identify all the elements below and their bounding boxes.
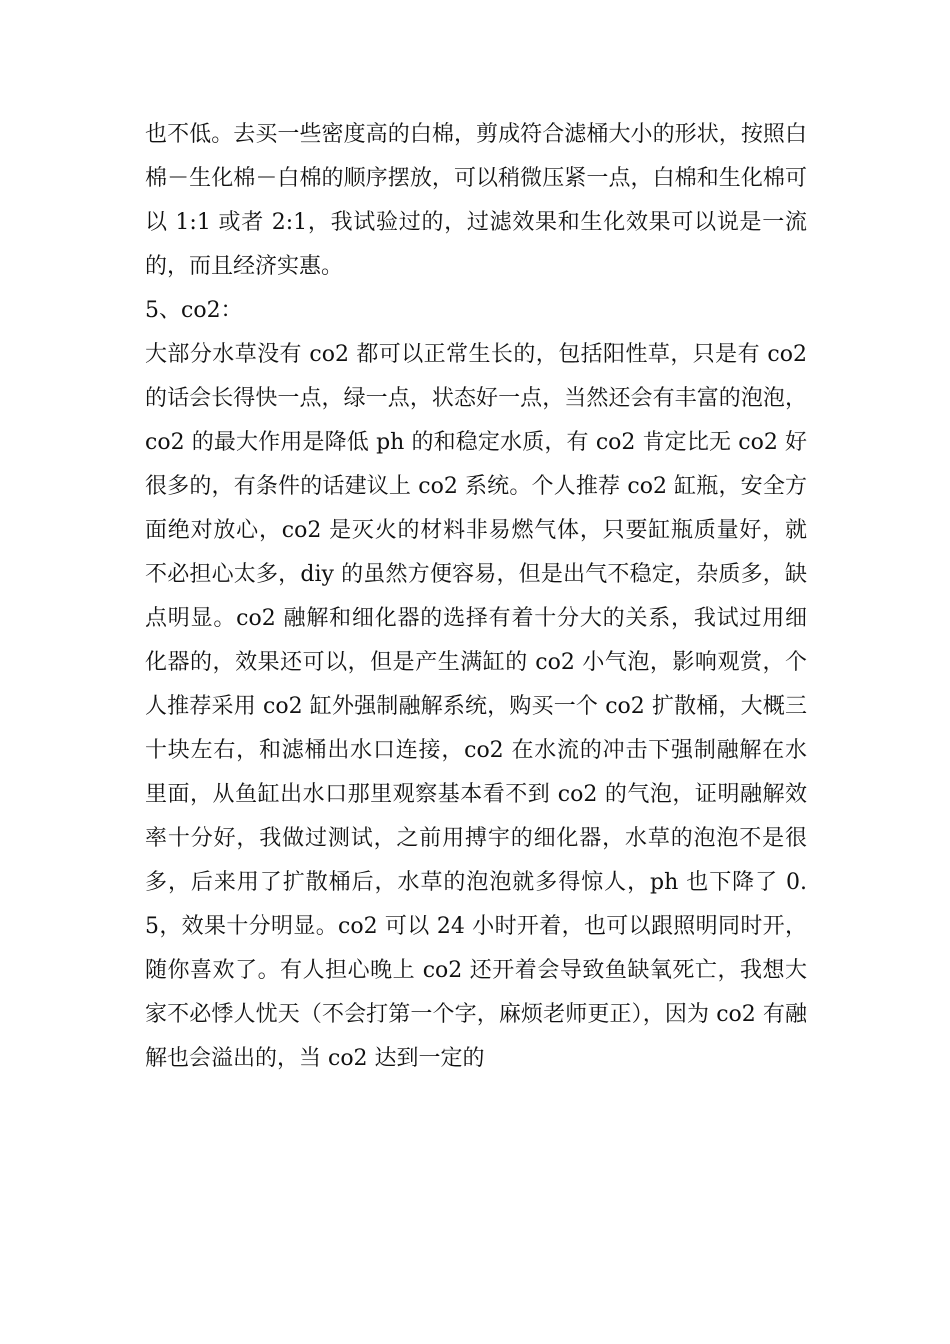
document-body xyxy=(145,113,807,1081)
paragraph-filter-media: 也不低。去买一些密度高的白棉，剪成符合滤桶大小的形状，按照白棉－生化棉－白棉的顺序摆放，可以稍微压紧一点，白棉和生化棉可以 1:1 或者 2:1，我试验过的，过滤效果和生化效果可以说是一流的，而且经济实惠。 xyxy=(145,122,807,279)
paragraph-co2: 大部分水草没有 co2 都可以正常生长的，包括阳性草，只是有 co2 的话会长得快一点，绿一点，状态好一点，当然还会有丰富的泡泡，co2 的最大作用是降低 ph 的和稳定水质，有 co2 肯定比无 co2 好很多的，有条件的话建议上 co2 系统。个人推荐 co2 缸瓶，安全方面绝对放心，co2 是灭火的材料非易燃气体，只要缸瓶质量好，就不必担心太多，diy 的虽然方便容易，但是出气不稳定，杂质多，缺点明显。co2 融解和细化器的选择有着十分大的关系，我试过用细化器的，效果还可以，但是产生满缸的 co2 小气泡，影响观赏，个人推荐采用 co2 缸外强制融解系统，购买一个 co2 扩散桶，大概三十块左右，和滤桶出水口连接，co2 在水流的冲击下强制融解在水里面，从鱼缸出水口那里观察基本看不到 co2 的气泡，证明融解效率十分好，我做过测试，之前用搏宇的细化器，水草的泡泡不是很多，后来用了扩散桶后，水草的泡泡就多得惊人，ph 也下降了 0.5，效果十分明显。co2 可以 24 小时开着，也可以跟照明同时开，随你喜欢了。有人担心晚上 co2 还开着会导致鱼缺氧死亡，我想大家不必悸人忧天（不会打第一个字，麻烦老师更正），因为 co2 有融解也会溢出的，当 co2 达到一定的 xyxy=(145,342,807,1071)
section-heading-co2: 5、co2： xyxy=(145,298,243,323)
